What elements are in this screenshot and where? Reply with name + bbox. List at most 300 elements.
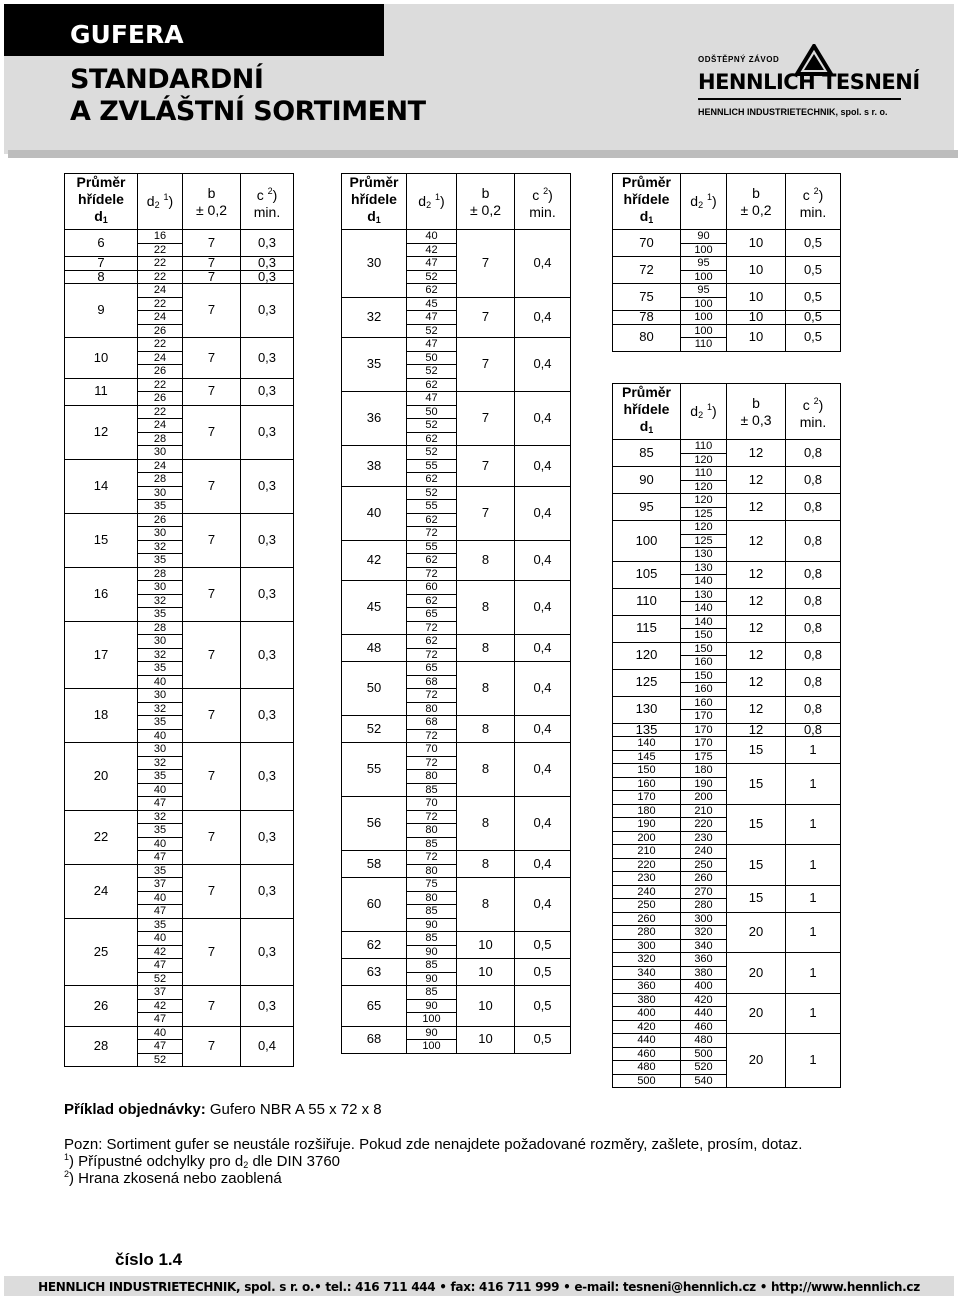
table-row (342, 797, 571, 811)
cell-d1: 16 (65, 567, 138, 621)
table-row (613, 494, 841, 508)
cell-d2: 100 (407, 1013, 457, 1027)
header-subscript: 1 (648, 215, 654, 225)
cell-d2: 35 (138, 662, 183, 676)
cell-d1: 22 (65, 810, 138, 864)
header-text: ± 0,3 (740, 411, 772, 428)
logo-name: HENNLICH TESNENÍ (698, 70, 920, 94)
cell-d2: 400 (681, 980, 727, 994)
cell-d2: 160 (681, 683, 727, 697)
cell-d1: 240 (613, 885, 681, 899)
cell-d2: 30 (138, 446, 183, 460)
cell-d2: 35 (138, 554, 183, 568)
cell-c: 0,8 (786, 521, 841, 562)
table-body (613, 440, 841, 1088)
table-row (613, 440, 841, 454)
cell-d2: 35 (138, 500, 183, 514)
cell-d1: 40 (342, 486, 407, 540)
cell-d1: 95 (613, 494, 681, 521)
cell-b: 7 (183, 405, 241, 459)
cell-b: 12 (727, 669, 786, 696)
cell-c: 0,3 (241, 810, 294, 864)
cell-d1: 360 (613, 980, 681, 994)
cell-d2: 24 (138, 284, 183, 298)
cell-d1: 400 (613, 1007, 681, 1021)
header-text: d (690, 403, 699, 419)
cell-d2: 30 (138, 581, 183, 595)
cell-d1: 70 (613, 230, 681, 257)
cell-d2: 72 (407, 567, 457, 581)
header-row (613, 384, 841, 440)
cell-d2: 47 (407, 311, 457, 325)
footnote-marker: 1 (64, 1152, 70, 1162)
cell-d1: 25 (65, 918, 138, 986)
cell-d2: 320 (681, 926, 727, 940)
cell-d2: 35 (138, 918, 183, 932)
cell-b: 12 (727, 642, 786, 669)
cell-d2: 28 (138, 567, 183, 581)
table-row (65, 284, 294, 298)
cell-d1: 15 (65, 513, 138, 567)
table-row (613, 737, 841, 751)
cell-d2: 50 (407, 405, 457, 419)
cell-d2: 95 (681, 257, 727, 271)
header-text: hřídele (351, 191, 397, 207)
col-header-c: c $^2$) min. (515, 174, 571, 230)
cell-c: 0,4 (515, 635, 571, 662)
cell-c: 0,3 (241, 459, 294, 513)
cell-d2: 35 (138, 770, 183, 784)
cell-d2: 52 (407, 446, 457, 460)
cell-d2: 47 (407, 257, 457, 271)
cell-d2: 35 (138, 608, 183, 622)
cell-d2: 40 (138, 1026, 183, 1040)
cell-d2: 40 (138, 729, 183, 743)
cell-c: 0,3 (241, 230, 294, 257)
table-row (613, 257, 841, 271)
note-edge (64, 1169, 282, 1187)
cell-d2: 100 (407, 1040, 457, 1054)
cell-c: 0,4 (515, 230, 571, 298)
cell-d2: 340 (681, 939, 727, 953)
cell-b: 7 (183, 284, 241, 338)
table-row (342, 986, 571, 1000)
cell-d2: 420 (681, 993, 727, 1007)
cell-d2: 140 (681, 602, 727, 616)
cell-c: 1 (786, 885, 841, 912)
table-row (613, 993, 841, 1007)
cell-d1: 230 (613, 872, 681, 886)
col-header-d2: $d_2$ $^1$) (138, 174, 183, 230)
cell-d1: 9 (65, 284, 138, 338)
cell-d1: 500 (613, 1074, 681, 1088)
cell-d1: 45 (342, 581, 407, 635)
cell-b: 20 (727, 1034, 786, 1088)
cell-d2: 130 (681, 588, 727, 602)
cell-d1: 140 (613, 737, 681, 751)
cell-d1: 18 (65, 689, 138, 743)
logo-company: HENNLICH INDUSTRIETECHNIK, spol. s r. o. (698, 107, 888, 117)
cell-b: 15 (727, 885, 786, 912)
table-row (65, 986, 294, 1000)
cell-d2: 47 (407, 338, 457, 352)
header-text: d (639, 208, 649, 224)
cell-d1: 14 (65, 459, 138, 513)
header-text: min. (253, 203, 281, 220)
cell-d2: 65 (407, 662, 457, 676)
cell-d1: 20 (65, 743, 138, 811)
cell-c: 0,4 (515, 297, 571, 338)
cell-b: 7 (183, 257, 241, 271)
cell-c: 0,3 (241, 257, 294, 271)
cell-d1: 65 (342, 986, 407, 1027)
cell-c: 0,4 (515, 446, 571, 487)
cell-d2: 110 (681, 467, 727, 481)
header-subscript: 2 (698, 200, 704, 210)
cell-b: 7 (183, 918, 241, 986)
cell-d2: 32 (138, 540, 183, 554)
cell-d1: 30 (342, 230, 407, 298)
table-row (342, 635, 571, 649)
cell-c: 0,8 (786, 642, 841, 669)
cell-d2: 90 (681, 230, 727, 244)
cell-b: 12 (727, 696, 786, 723)
table-row (65, 567, 294, 581)
cell-b: 7 (183, 1026, 241, 1067)
cell-c: 0,5 (786, 324, 841, 351)
cell-d1: 32 (342, 297, 407, 338)
cell-d1: 110 (613, 588, 681, 615)
table-body (65, 230, 294, 1067)
table-row (65, 230, 294, 244)
col-header-d1 (342, 174, 407, 230)
cell-d1: 180 (613, 804, 681, 818)
cell-d2: 60 (407, 581, 457, 595)
cell-d1: 440 (613, 1034, 681, 1048)
table-row (65, 378, 294, 392)
header-text: d (94, 208, 103, 224)
col-header-b (457, 174, 515, 230)
cell-d2: 22 (138, 405, 183, 419)
cell-b: 20 (727, 993, 786, 1034)
cell-c: 0,5 (786, 230, 841, 257)
header-text: d (367, 208, 376, 224)
cell-d1: 72 (613, 257, 681, 284)
cell-d2: 85 (407, 959, 457, 973)
brand-title: GUFERA (70, 20, 184, 49)
cell-c: 0,3 (241, 621, 294, 689)
cell-c: 0,3 (241, 567, 294, 621)
table-row (613, 642, 841, 656)
cell-b: 7 (183, 621, 241, 689)
note-text: ) Přípustné odchylky pro d (69, 1153, 244, 1170)
cell-d1: 320 (613, 953, 681, 967)
cell-d2: 140 (681, 615, 727, 629)
table-row (342, 338, 571, 352)
cell-d2: 16 (138, 230, 183, 244)
cell-d2: 120 (681, 453, 727, 467)
cell-d2: 200 (681, 791, 727, 805)
cell-d2: 28 (138, 432, 183, 446)
cell-b: 12 (727, 467, 786, 494)
cell-d2: 72 (407, 527, 457, 541)
cell-b: 20 (727, 912, 786, 953)
cell-d2: 110 (681, 338, 727, 352)
cell-d1: 130 (613, 696, 681, 723)
table-row (65, 513, 294, 527)
header-text: Průměr (621, 174, 672, 190)
cell-d2: 170 (681, 710, 727, 724)
table-row (342, 230, 571, 244)
table-row (613, 521, 841, 535)
cell-b: 7 (457, 230, 515, 298)
cell-d2: 30 (138, 635, 183, 649)
header-text: hřídele (623, 401, 670, 417)
cell-d2: 52 (138, 1053, 183, 1067)
cell-d2: 120 (681, 480, 727, 494)
cell-d2: 210 (681, 804, 727, 818)
cell-d2: 190 (681, 777, 727, 791)
cell-c: 0,8 (786, 696, 841, 723)
note-subscript: 2 (243, 1160, 249, 1170)
cell-b: 8 (457, 716, 515, 743)
cell-d2: 26 (138, 365, 183, 379)
cell-d2: 160 (681, 656, 727, 670)
cell-d2: 30 (138, 743, 183, 757)
table-row (342, 716, 571, 730)
table-row (342, 743, 571, 757)
cell-d1: 56 (342, 797, 407, 851)
cell-c: 0,3 (241, 864, 294, 918)
cell-d1: 7 (65, 257, 138, 271)
cell-d2: 85 (407, 783, 457, 797)
cell-b: 7 (183, 270, 241, 284)
header-superscript: 2 (543, 185, 549, 196)
table-row (65, 743, 294, 757)
cell-d2: 35 (138, 864, 183, 878)
cell-d2: 85 (407, 837, 457, 851)
cell-d2: 52 (407, 270, 457, 284)
cell-d1: 85 (613, 440, 681, 467)
cell-c: 0,4 (515, 797, 571, 851)
cell-c: 0,8 (786, 494, 841, 521)
cell-b: 20 (727, 953, 786, 994)
cell-d2: 24 (138, 351, 183, 365)
cell-b: 8 (457, 662, 515, 716)
cell-d2: 180 (681, 764, 727, 778)
cell-d2: 22 (138, 243, 183, 257)
table-row (613, 696, 841, 710)
cell-d2: 72 (407, 689, 457, 703)
cell-d2: 40 (138, 675, 183, 689)
cell-d2: 85 (407, 986, 457, 1000)
cell-d1: 220 (613, 858, 681, 872)
cell-d2: 22 (138, 257, 183, 271)
header-text: hřídele (623, 191, 670, 207)
table-row (613, 669, 841, 683)
cell-d2: 42 (407, 243, 457, 257)
cell-d2: 80 (407, 770, 457, 784)
cell-d1: 380 (613, 993, 681, 1007)
table-row (65, 459, 294, 473)
cell-c: 0,3 (241, 338, 294, 379)
cell-d2: 150 (681, 669, 727, 683)
cell-d1: 420 (613, 1020, 681, 1034)
cell-d2: 240 (681, 845, 727, 859)
header-text: b (752, 184, 760, 201)
cell-c: 0,3 (241, 405, 294, 459)
cell-d2: 68 (407, 675, 457, 689)
table-body (613, 230, 841, 352)
cell-b: 10 (457, 1026, 515, 1053)
cell-d2: 47 (138, 1013, 183, 1027)
header-subscript: 2 (154, 200, 160, 210)
cell-c: 0,5 (786, 257, 841, 284)
cell-c: 1 (786, 804, 841, 845)
cell-b: 7 (183, 338, 241, 379)
cell-d1: 125 (613, 669, 681, 696)
brand-box (4, 4, 384, 56)
table-row (342, 446, 571, 460)
table-row (613, 804, 841, 818)
cell-d2: 90 (407, 999, 457, 1013)
table-row (613, 230, 841, 244)
cell-d2: 32 (138, 702, 183, 716)
cell-d1: 150 (613, 764, 681, 778)
cell-d2: 72 (407, 648, 457, 662)
cell-d2: 28 (138, 473, 183, 487)
table-row (65, 1026, 294, 1040)
header-text: b (481, 184, 490, 201)
table-row (342, 662, 571, 676)
cell-c: 0,8 (786, 669, 841, 696)
header-text: min. (799, 203, 827, 220)
cell-d2: 24 (138, 459, 183, 473)
cell-b: 7 (457, 297, 515, 338)
cell-d2: 130 (681, 548, 727, 562)
cell-d2: 72 (407, 729, 457, 743)
cell-d2: 380 (681, 966, 727, 980)
cell-d2: 30 (138, 689, 183, 703)
cell-d2: 260 (681, 872, 727, 886)
table-row (65, 257, 294, 271)
col-header-c: c $^2$) min. (786, 384, 841, 440)
cell-d2: 440 (681, 1007, 727, 1021)
cell-c: 0,3 (241, 986, 294, 1027)
cell-d2: 120 (681, 494, 727, 508)
cell-d2: 47 (138, 1040, 183, 1054)
col-header-b (727, 174, 786, 230)
cell-c: 1 (786, 845, 841, 886)
cell-d1: 80 (613, 324, 681, 351)
cell-d2: 72 (407, 851, 457, 865)
table-row (342, 297, 571, 311)
header-text: c (532, 186, 540, 203)
cell-d2: 22 (138, 338, 183, 352)
cell-d2: 280 (681, 899, 727, 913)
table-row (613, 615, 841, 629)
cell-d2: 62 (407, 378, 457, 392)
cell-b: 7 (183, 864, 241, 918)
cell-d2: 62 (407, 554, 457, 568)
cell-d2: 70 (407, 743, 457, 757)
col-header-b (183, 174, 241, 230)
cell-d2: 90 (407, 1026, 457, 1040)
cell-d1: 11 (65, 378, 138, 405)
cell-b: 15 (727, 845, 786, 886)
cell-b: 10 (727, 257, 786, 284)
header-superscript: 1 (707, 192, 713, 202)
table-row (613, 723, 841, 737)
cell-d2: 140 (681, 575, 727, 589)
cell-d1: 340 (613, 966, 681, 980)
header-row (342, 174, 571, 230)
cell-b: 12 (727, 494, 786, 521)
header-text: Průměr (76, 174, 126, 190)
cell-d1: 480 (613, 1061, 681, 1075)
col-header-c: c $^2$) min. (786, 174, 841, 230)
cell-d1: 48 (342, 635, 407, 662)
cell-b: 7 (183, 743, 241, 811)
cell-c: 0,3 (241, 743, 294, 811)
cell-d2: 100 (681, 297, 727, 311)
header-superscript: 2 (813, 395, 819, 406)
dimension-table-4 (612, 383, 841, 1088)
cell-c: 1 (786, 764, 841, 805)
cell-d1: 63 (342, 959, 407, 986)
table-row (613, 284, 841, 298)
header-text: b (752, 394, 760, 411)
cell-d1: 135 (613, 723, 681, 737)
cell-d2: 40 (138, 932, 183, 946)
table-row (65, 270, 294, 284)
cell-b: 12 (727, 561, 786, 588)
header-text: d (639, 418, 649, 434)
header-text: Průměr (349, 174, 399, 190)
cell-c: 0,8 (786, 723, 841, 737)
cell-d2: 55 (407, 459, 457, 473)
cell-c: 0,3 (241, 270, 294, 284)
dimension-table-2 (341, 173, 571, 1054)
page-footer: HENNLICH INDUSTRIETECHNIK, spol. s r. o.• tel.: 416 711 444 • fax: 416 711 999 • e-mail: tesneni@hennlich.cz • http://www.hennlich.cz (4, 1276, 954, 1296)
cell-b: 10 (457, 959, 515, 986)
cell-c: 0,4 (515, 486, 571, 540)
cell-d2: 250 (681, 858, 727, 872)
cell-d2: 62 (407, 432, 457, 446)
page-title-line1: STANDARDNÍ (70, 64, 264, 95)
cell-d1: 6 (65, 230, 138, 257)
cell-d2: 72 (407, 756, 457, 770)
cell-d2: 65 (407, 608, 457, 622)
cell-c: 0,8 (786, 467, 841, 494)
cell-d2: 220 (681, 818, 727, 832)
table-row (342, 932, 571, 946)
cell-d2: 52 (407, 419, 457, 433)
cell-d1: 105 (613, 561, 681, 588)
cell-d2: 130 (681, 561, 727, 575)
cell-d1: 17 (65, 621, 138, 689)
cell-d1: 100 (613, 521, 681, 562)
cell-c: 0,4 (515, 851, 571, 878)
cell-d2: 80 (407, 702, 457, 716)
header-superscript: 1 (163, 192, 169, 202)
table-row (342, 851, 571, 865)
header-superscript: 1 (707, 402, 713, 412)
cell-d2: 26 (138, 513, 183, 527)
cell-d2: 125 (681, 507, 727, 521)
cell-d2: 120 (681, 521, 727, 535)
cell-b: 7 (457, 486, 515, 540)
